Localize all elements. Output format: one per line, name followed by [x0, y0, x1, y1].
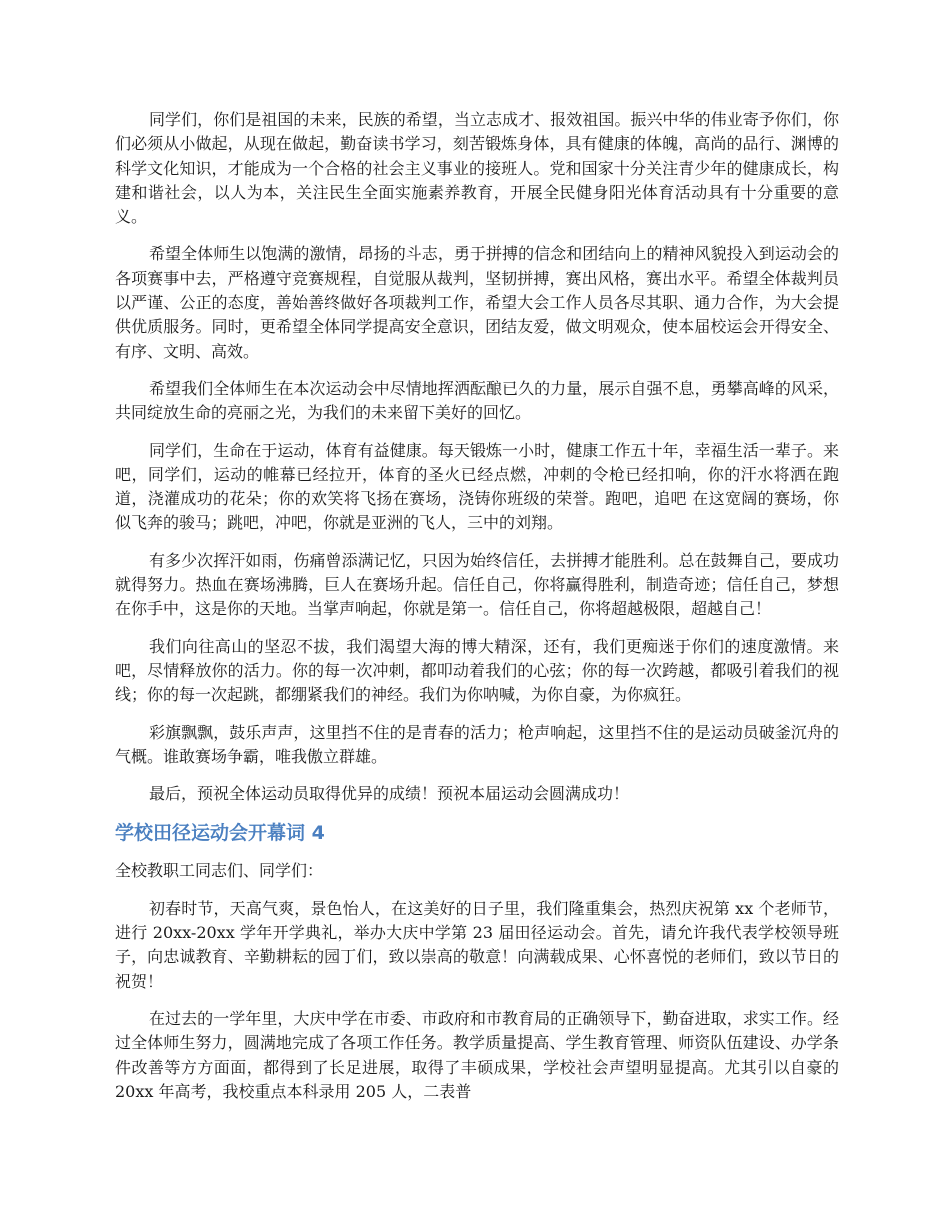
salutation: 全校教职工同志们、同学们：: [115, 861, 324, 881]
paragraph: 我们向往高山的坚忍不拔，我们渴望大海的博大精深，还有，我们更痴迷于你们的速度激情。来吧，尽情释放你的活力。你的每一次冲刺，都叩动着我们的心弦；你的每一次跨越，都吸引着我们的视线；你的每一次起跳，都绷紧我们的神经。我们为你呐喊，为你自豪，为你疯狂。: [115, 636, 839, 705]
paragraph: 彩旗飘飘，鼓乐声声，这里挡不住的是青春的活力；枪声响起，这里挡不住的是运动员破釜沉舟的气概。谁敢赛场争霸，唯我傲立群雄。: [115, 722, 839, 766]
paragraph: 有多少次挥汗如雨，伤痛曾添满记忆，只因为始终信任，去拼搏才能胜利。总在鼓舞自己，要成功就得努力。热血在赛场沸腾，巨人在赛场升起。信任自己，你将赢得胜利，制造奇迹；信任自己，梦想在你手中，这是你的天地。当掌声响起，你就是第一。信任自己，你将超越极限，超越自己！: [115, 550, 839, 619]
paragraph: 最后，预祝全体运动员取得优异的成绩！预祝本届运动会圆满成功！: [149, 784, 630, 804]
section-heading: 学校田径运动会开幕词 4: [115, 822, 325, 845]
paragraph: 同学们，你们是祖国的未来，民族的希望，当立志成才、报效祖国。振兴中华的伟业寄予你们，你们必须从小做起，从现在做起，勤奋读书学习，刻苦锻炼身体，具有健康的体魄，高尚的品行、渊博的科学文化知识，才能成为一个合格的社会主义事业的接班人。党和国家十分关注青少年的健康成长，构建和谐社会，以人为本，关注民生全面实施素养教育，开展全民健身阳光体育活动具有十分重要的意义。: [115, 110, 839, 227]
paragraph: 希望我们全体师生在本次运动会中尽情地挥洒酝酿已久的力量，展示自强不息，勇攀高峰的风采，共同绽放生命的亮丽之光，为我们的未来留下美好的回忆。: [115, 378, 839, 423]
paragraph: 初春时节，天高气爽，景色怡人，在这美好的日子里，我们隆重集会，热烈庆祝第 xx 个老师节，进行 20xx-20xx 学年开学典礼，举办大庆中学第 23 届田径运动会。首先，请允许我代表学校领导班子，向忠诚教育、辛勤耕耘的园丁们，致以崇高的敬意！向满载成果、心怀喜悦的老师们，致以节日的祝贺！: [115, 898, 839, 991]
document-page: [115, 108, 839, 1117]
paragraph: 在过去的一学年里，大庆中学在市委、市政府和市教育局的正确领导下，勤奋进取，求实工作。经过全体师生努力，圆满地完成了各项工作任务。教学质量提高、学生教育管理、师资队伍建设、办学条件改善等方方面面，都得到了长足进展，取得了丰硕成果，学校社会声望明显提高。尤其引以自豪的 20xx 年高考，我校重点本科录用 205 人，二表普: [115, 1008, 839, 1101]
paragraph: 希望全体师生以饱满的激情，昂扬的斗志，勇于拼搏的信念和团结向上的精神风貌投入到运动会的各项赛事中去，严格遵守竞赛规程，自觉服从裁判，坚韧拼搏，赛出风格，赛出水平。希望全体裁判员以严谨、公正的态度，善始善终做好各项裁判工作，希望大会工作人员各尽其职、通力合作，为大会提供优质服务。同时，更希望全体同学提高安全意识，团结友爱，做文明观众，使本届校运会开得安全、有序、文明、高效。: [115, 244, 839, 361]
paragraph: 同学们，生命在于运动，体育有益健康。每天锻炼一小时，健康工作五十年，幸福生活一辈子。来吧，同学们，运动的帷幕已经拉开，体育的圣火已经点燃，冲刺的令枪已经扣响，你的汗水将洒在跑道，浇灌成功的花朵；你的欢笑将飞扬在赛场，浇铸你班级的荣誉。跑吧，追吧 在这宽阔的赛场，你似飞奔的骏马；跳吧，冲吧，你就是亚洲的飞人，三中的刘翔。: [115, 440, 839, 533]
